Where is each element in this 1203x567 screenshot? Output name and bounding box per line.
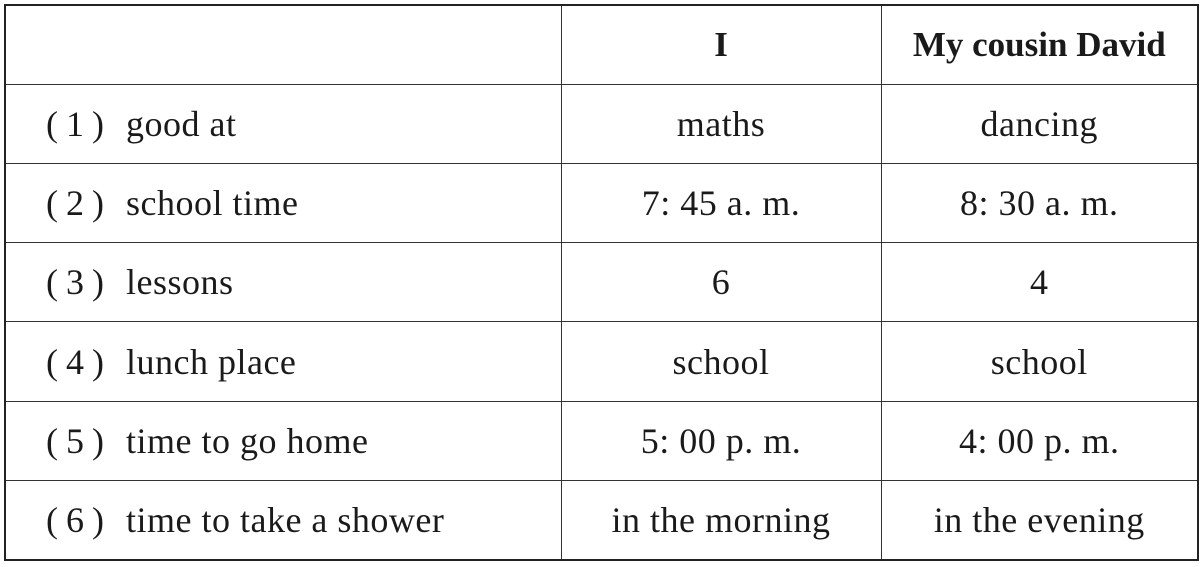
item-number: (2) [46, 182, 112, 223]
item-label: school time [125, 182, 299, 223]
item-number: (5) [46, 420, 112, 461]
item-label: lunch place [125, 341, 297, 382]
me-value: 7: 45 a. m. [561, 163, 881, 242]
item-cell [5, 481, 561, 560]
item-label: good at [125, 103, 237, 144]
item-cell [5, 163, 561, 242]
item-label: time to take a shower [125, 500, 445, 541]
table-row [5, 401, 1198, 480]
david-value: school [881, 322, 1198, 401]
item-number: (4) [46, 341, 112, 382]
item-number: (6) [46, 500, 112, 541]
table-row [5, 481, 1198, 560]
david-value: in the evening [881, 481, 1198, 560]
me-value: maths [561, 84, 881, 163]
header-david: My cousin David [881, 5, 1198, 84]
table-row [5, 163, 1198, 242]
item-cell [5, 401, 561, 480]
me-value: school [561, 322, 881, 401]
item-cell [5, 243, 561, 322]
me-value: in the morning [561, 481, 881, 560]
table-row [5, 243, 1198, 322]
item-number: (1) [46, 103, 112, 144]
item-cell [5, 84, 561, 163]
me-value: 6 [561, 243, 881, 322]
david-value: 4 [881, 243, 1198, 322]
david-value: 8: 30 a. m. [881, 163, 1198, 242]
me-value: 5: 00 p. m. [561, 401, 881, 480]
header-row [5, 5, 1198, 84]
david-value: 4: 00 p. m. [881, 401, 1198, 480]
table-row [5, 322, 1198, 401]
header-me: I [561, 5, 881, 84]
item-number: (3) [46, 262, 112, 303]
table-row [5, 84, 1198, 163]
david-value: dancing [881, 84, 1198, 163]
comparison-table-container [4, 4, 1197, 561]
item-label: lessons [125, 262, 234, 303]
item-label: time to go home [125, 420, 369, 461]
comparison-table [4, 4, 1199, 561]
item-cell [5, 322, 561, 401]
header-blank-cell [5, 5, 561, 84]
